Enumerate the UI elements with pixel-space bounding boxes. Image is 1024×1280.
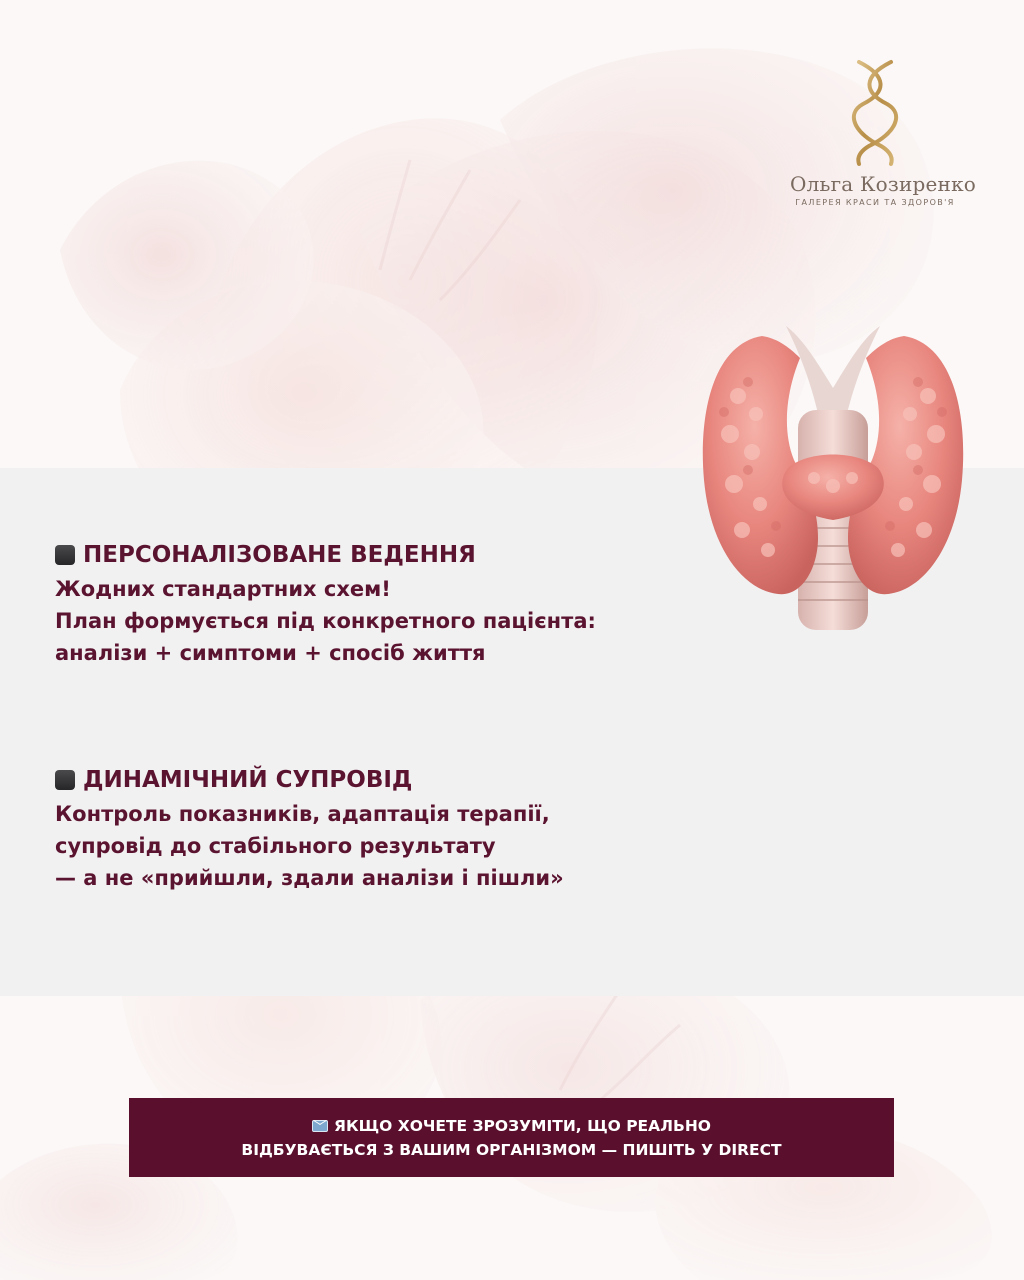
cta-line-1: ЯКЩО ХОЧЕТЕ ЗРОЗУМІТИ, ЩО РЕАЛЬНО <box>334 1116 711 1135</box>
dynamic-support-line-1: Контроль показників, адаптація терапії, <box>55 802 550 826</box>
dynamic-support-line-2: супровід до стабільного результату <box>55 834 496 858</box>
black-square-icon <box>55 770 75 790</box>
dynamic-support-section <box>55 765 564 894</box>
cta-line-2: ВІДБУВАЄТЬСЯ З ВАШИМ ОРГАНІЗМОМ — ПИШІТЬ У DIRECT <box>241 1140 782 1159</box>
black-square-icon <box>55 545 75 565</box>
cta-line-2-row <box>241 1138 781 1162</box>
dynamic-support-text <box>55 798 564 894</box>
brand-logo <box>790 58 977 207</box>
personalized-care-line-2: План формується під конкретного пацієнта: <box>55 609 596 633</box>
dna-icon <box>847 58 903 168</box>
cta-line-1-row <box>312 1114 711 1138</box>
dynamic-support-heading <box>55 765 564 795</box>
personalized-care-line-3: аналізи + симптоми + спосіб життя <box>55 641 486 665</box>
personalized-care-heading <box>55 540 596 570</box>
dynamic-support-line-3: — а не «прийшли, здали аналізи і пішли» <box>55 866 564 890</box>
cta-banner <box>129 1098 894 1177</box>
envelope-icon <box>312 1120 328 1132</box>
personalized-care-section <box>55 540 596 669</box>
brand-name: Ольга Козиренко <box>790 172 977 196</box>
personalized-care-text <box>55 573 596 669</box>
brand-subtitle: ГАЛЕРЕЯ КРАСИ ТА ЗДОРОВ'Я <box>795 198 955 207</box>
thyroid-gland-icon <box>690 318 975 643</box>
personalized-care-title: ПЕРСОНАЛІЗОВАНЕ ВЕДЕННЯ <box>83 542 476 568</box>
personalized-care-line-1: Жодних стандартних схем! <box>55 577 391 601</box>
dynamic-support-title: ДИНАМІЧНИЙ СУПРОВІД <box>83 767 413 793</box>
